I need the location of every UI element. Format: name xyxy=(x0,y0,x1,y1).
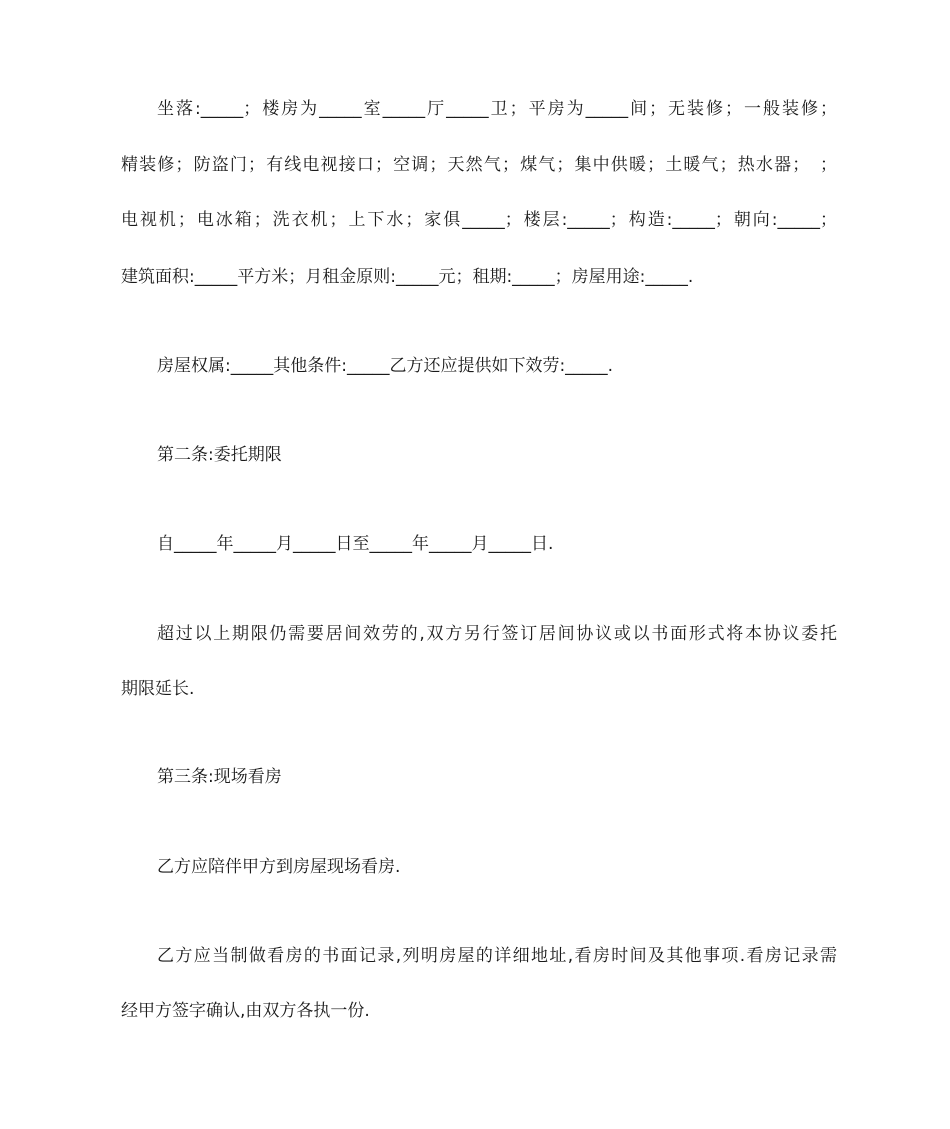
extension-line-2: 期限延长. xyxy=(121,679,195,699)
article-3-heading: 第三条:现场看房 xyxy=(157,767,282,787)
term-dates-paragraph: 自_____年_____月_____日至_____年_____月_____日. xyxy=(157,534,554,554)
viewing-record-line-2: 经甲方签字确认,由双方各执一份. xyxy=(121,1001,370,1021)
property-details-line-1: 坐落:_____；楼房为_____室_____厅_____卫；平房为_____间；无装修；一般装修； xyxy=(157,99,837,119)
article-2-heading: 第二条:委托期限 xyxy=(157,445,282,465)
ownership-conditions-paragraph: 房屋权属:_____其他条件:_____乙方还应提供如下效劳:_____. xyxy=(157,356,614,376)
property-details-line-4: 建筑面积:_____平方米；月租金原则:_____元；租期:_____；房屋用途:_____. xyxy=(121,267,694,287)
property-details-line-2: 精装修；防盗门；有线电视接口；空调；天然气；煤气；集中供暖；土暖气；热水器； ； xyxy=(121,155,837,175)
extension-line-1: 超过以上期限仍需要居间效劳的,双方另行签订居间协议或以书面形式将本协议委托 xyxy=(157,624,837,644)
property-details-line-3: 电视机；电冰箱；洗衣机；上下水；家俱_____；楼层:_____；构造:_____；朝向:_____； xyxy=(121,210,837,230)
viewing-record-line-1: 乙方应当制做看房的书面记录,列明房屋的详细地址,看房时间及其他事项.看房记录需 xyxy=(157,946,837,966)
accompany-viewing-paragraph: 乙方应陪伴甲方到房屋现场看房. xyxy=(157,857,401,877)
